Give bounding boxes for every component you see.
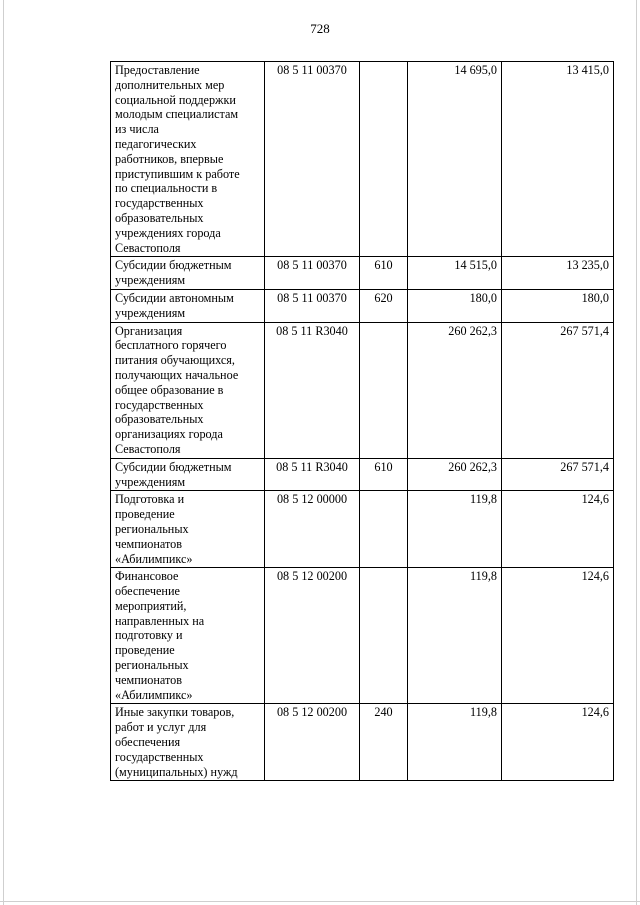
amount-year1-cell: 119,8	[408, 704, 502, 781]
target-code-cell: 08 5 12 00000	[265, 491, 360, 568]
scan-edge-left	[3, 0, 4, 905]
budget-table	[110, 61, 614, 781]
amount-year2-cell: 180,0	[502, 289, 614, 322]
amount-year1-cell: 260 262,3	[408, 322, 502, 458]
row-name-cell: Субсидии бюджетным учреждениям	[111, 257, 265, 290]
target-code-cell: 08 5 12 00200	[265, 704, 360, 781]
target-code-cell: 08 5 11 R3040	[265, 322, 360, 458]
row-name-cell: Иные закупки товаров, работ и услуг для обеспечения государственных (муниципальных) нужд	[111, 704, 265, 781]
amount-year2-cell: 13 415,0	[502, 62, 614, 257]
amount-year2-cell: 124,6	[502, 491, 614, 568]
table-row	[111, 704, 614, 781]
amount-year1-cell: 260 262,3	[408, 458, 502, 491]
expense-type-cell: 610	[360, 257, 408, 290]
amount-year1-cell: 119,8	[408, 491, 502, 568]
expense-type-cell: 620	[360, 289, 408, 322]
expense-type-cell	[360, 491, 408, 568]
amount-year2-cell: 267 571,4	[502, 458, 614, 491]
table-row	[111, 289, 614, 322]
row-name-cell: Субсидии бюджетным учреждениям	[111, 458, 265, 491]
table-row	[111, 322, 614, 458]
scan-edge-bottom	[0, 901, 640, 902]
expense-type-cell	[360, 322, 408, 458]
amount-year2-cell: 13 235,0	[502, 257, 614, 290]
table-row	[111, 257, 614, 290]
expense-type-cell: 610	[360, 458, 408, 491]
amount-year2-cell: 267 571,4	[502, 322, 614, 458]
amount-year1-cell: 14 695,0	[408, 62, 502, 257]
scan-edge-right	[636, 0, 637, 905]
expense-type-cell	[360, 62, 408, 257]
target-code-cell: 08 5 11 00370	[265, 257, 360, 290]
table-row	[111, 62, 614, 257]
target-code-cell: 08 5 11 00370	[265, 289, 360, 322]
row-name-cell: Предоставление дополнительных мер социальной поддержки молодым специалистам из числа педагогических работников, впервые приступившим к работе по специальности в государственных образовательных учреждениях города Севастополя	[111, 62, 265, 257]
expense-type-cell	[360, 568, 408, 704]
amount-year1-cell: 14 515,0	[408, 257, 502, 290]
expense-type-cell: 240	[360, 704, 408, 781]
amount-year1-cell: 119,8	[408, 568, 502, 704]
table-row	[111, 568, 614, 704]
amount-year2-cell: 124,6	[502, 704, 614, 781]
table-row	[111, 491, 614, 568]
page-number: 728	[310, 21, 330, 36]
row-name-cell: Субсидии автономным учреждениям	[111, 289, 265, 322]
row-name-cell: Подготовка и проведение региональных чемпионатов «Абилимпикс»	[111, 491, 265, 568]
target-code-cell: 08 5 12 00200	[265, 568, 360, 704]
row-name-cell: Финансовое обеспечение мероприятий, направленных на подготовку и проведение региональных чемпионатов «Абилимпикс»	[111, 568, 265, 704]
amount-year1-cell: 180,0	[408, 289, 502, 322]
row-name-cell: Организация бесплатного горячего питания обучающихся, получающих начальное общее образование в государственных образовательных организациях города Севастополя	[111, 322, 265, 458]
target-code-cell: 08 5 11 00370	[265, 62, 360, 257]
table-row	[111, 458, 614, 491]
target-code-cell: 08 5 11 R3040	[265, 458, 360, 491]
amount-year2-cell: 124,6	[502, 568, 614, 704]
